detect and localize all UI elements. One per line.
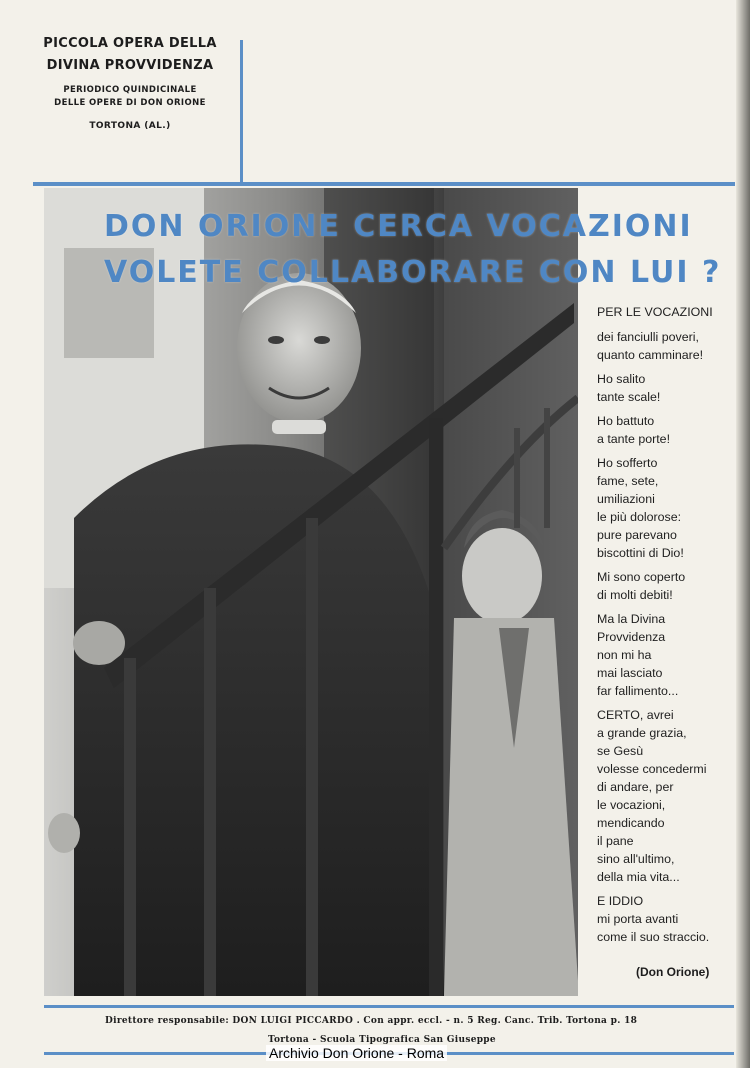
photo-don-orione-and-boy-on-stairs — [44, 188, 578, 996]
poem-stanza — [597, 370, 747, 406]
poem-line: mi porta avanti — [597, 912, 679, 926]
footer-publisher-line: Direttore responsabile: DON LUIGI PICCARDO . Con appr. eccl. - n. 5 Reg. Canc. Trib. Tortona p. 18 — [105, 1016, 638, 1026]
poem-line: far fallimento... — [597, 684, 679, 698]
poem-line: come il suo straccio. — [597, 930, 710, 944]
poem-line: a tante porte! — [597, 432, 671, 446]
poem-line: quanto camminare! — [597, 348, 704, 362]
poem-line: della mia vita... — [597, 870, 680, 884]
headline-line2: VOLETE COLLABORARE CON LUI ? — [104, 255, 722, 290]
poem-stanza — [597, 610, 747, 700]
poem-line: pure parevano — [597, 528, 677, 542]
poem-line: fame, sete, — [597, 474, 659, 488]
poem-line: dei fanciulli poveri, — [597, 330, 699, 344]
poem-stanza — [597, 568, 747, 604]
poem-line: CERTO, avrei — [597, 708, 674, 722]
poem-stanza — [597, 328, 747, 364]
poem-stanza — [597, 412, 747, 448]
poem-line: Mi sono coperto — [597, 570, 686, 584]
poem-line: le vocazioni, — [597, 798, 666, 812]
poem — [597, 303, 747, 952]
poem-line: Ho battuto — [597, 414, 655, 428]
masthead-divider — [240, 40, 243, 182]
poem-line: umiliazioni — [597, 492, 655, 506]
poem-line: di andare, per — [597, 780, 674, 794]
poem-stanzas — [597, 328, 747, 946]
poem-line: mendicando — [597, 816, 665, 830]
masthead-title-line2: DIVINA PROVVIDENZA — [46, 58, 214, 73]
poem-line: le più dolorose: — [597, 510, 682, 524]
headline-line1: DON ORIONE CERCA VOCAZIONI — [104, 209, 693, 244]
poem-line: Provvidenza — [597, 630, 666, 644]
footer-rule-top — [44, 1005, 734, 1008]
poem-line: Ho sofferto — [597, 456, 658, 470]
poem-line: biscottini di Dio! — [597, 546, 684, 560]
poem-line: tante scale! — [597, 390, 661, 404]
masthead-location: TORTONA (AL.) — [89, 121, 171, 131]
poem-stanza — [597, 706, 747, 886]
masthead-title-line1: PICCOLA OPERA DELLA — [43, 36, 217, 51]
poem-line: mai lasciato — [597, 666, 663, 680]
archive-watermark: Archivio Don Orione - Roma — [266, 1045, 447, 1061]
poem-line: E IDDIO — [597, 894, 644, 908]
top-rule — [33, 182, 735, 186]
poem-line: se Gesù — [597, 744, 644, 758]
poem-line: a grande grazia, — [597, 726, 687, 740]
poem-stanza — [597, 892, 747, 946]
poem-signature: (Don Orione) — [636, 965, 710, 979]
masthead-subtitle-line2: DELLE OPERE DI DON ORIONE — [54, 98, 206, 108]
masthead-subtitle-line1: PERIODICO QUINDICINALE — [63, 85, 197, 95]
photo-illustration — [44, 188, 578, 996]
headline — [104, 204, 724, 296]
poem-line: Ho salito — [597, 372, 646, 386]
poem-line: di molti debiti! — [597, 588, 673, 602]
poem-line: sino all'ultimo, — [597, 852, 675, 866]
poem-line: Ma la Divina — [597, 612, 666, 626]
poem-line: volesse concedermi — [597, 762, 707, 776]
footer-printer-line: Tortona - Scuola Tipografica San Giuseppe — [268, 1035, 496, 1045]
poem-line: non mi ha — [597, 648, 652, 662]
masthead — [30, 28, 230, 131]
poem-stanza — [597, 454, 747, 562]
poem-line: il pane — [597, 834, 634, 848]
poem-title: PER LE VOCAZIONI — [597, 305, 713, 319]
